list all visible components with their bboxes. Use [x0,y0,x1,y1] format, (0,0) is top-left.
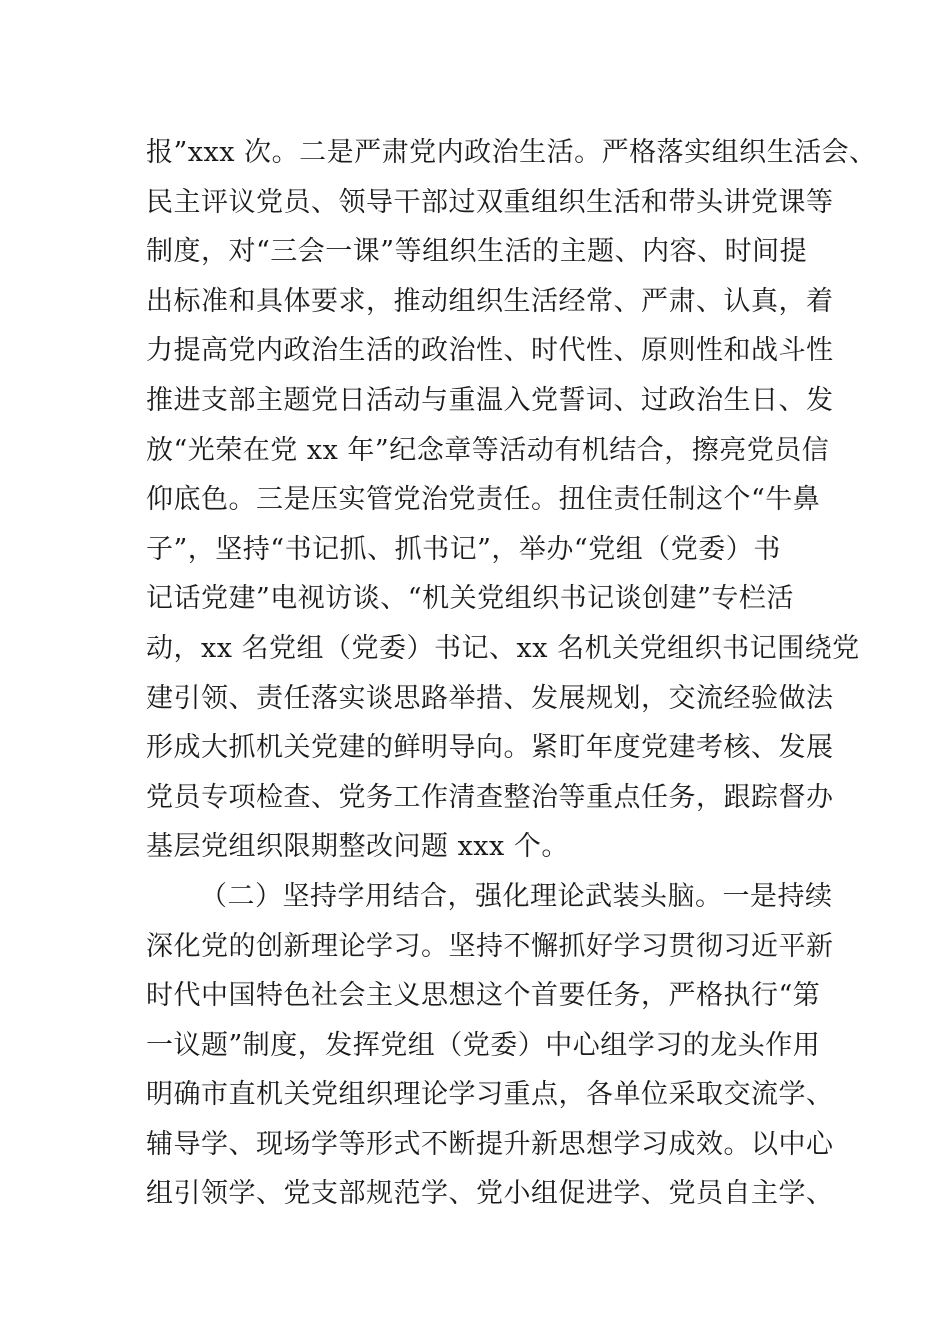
text-line: 出标准和具体要求，推动组织生活经常、严肃、认真，着 [146,285,834,317]
text-line: 深化党的创新理论学习。坚持不懈抓好学习贯彻习近平新 [146,930,834,962]
text-line: 形成大抓机关党建的鲜明导向。紧盯年度党建考核、发展 [146,732,834,764]
text-line: 力提高党内政治生活的政治性、时代性、原则性和战斗性 [146,335,834,367]
text-line: 仰底色。三是压实管党治党责任。扭住责任制这个“牛鼻 [146,484,821,516]
text-line: 动，xx 名党组（党委）书记、xx 名机关党组织书记围绕党 [146,632,860,664]
text-line: 子”，坚持“书记抓、抓书记”，举办“党组（党委）书 [146,533,781,565]
text-line: 基层党组织限期整改问题 xxx 个。 [146,831,569,863]
text-line: 制度，对“三会一课”等组织生活的主题、内容、时间提 [146,236,808,268]
text-line: 辅导学、现场学等形式不断提升新思想学习成效。以中心 [146,1128,834,1160]
text-line: 组引领学、党支部规范学、党小组促进学、党员自主学、 [146,1178,834,1210]
text-line: 推进支部主题党日活动与重温入党誓词、过政治生日、发 [146,384,834,416]
section-heading-line: （二）坚持学用结合，强化理论武装头脑。一是持续 [200,880,833,912]
text-line: 一议题”制度，发挥党组（党委）中心组学习的龙头作用 [146,1029,821,1061]
body-text [146,128,877,1219]
text-line: 党员专项检查、党务工作清查整治等重点任务，跟踪督办 [146,781,834,813]
text-line: 记话党建”电视访谈、“机关党组织书记谈创建”专栏活 [146,583,794,615]
text-line: 民主评议党员、领导干部过双重组织生活和带头讲党课等 [146,186,834,218]
text-line: 时代中国特色社会主义思想这个首要任务，严格执行“第 [146,980,821,1012]
text-line: 报”xxx 次。二是严肃党内政治生活。严格落实组织生活会、 [146,137,877,168]
text-line: 建引领、责任落实谈思路举措、发展规划，交流经验做法 [146,682,834,714]
text-line: 明确市直机关党组织理论学习重点，各单位采取交流学、 [146,1079,834,1111]
text-line: 放“光荣在党 xx 年”纪念章等活动有机结合，擦亮党员信 [146,434,830,466]
